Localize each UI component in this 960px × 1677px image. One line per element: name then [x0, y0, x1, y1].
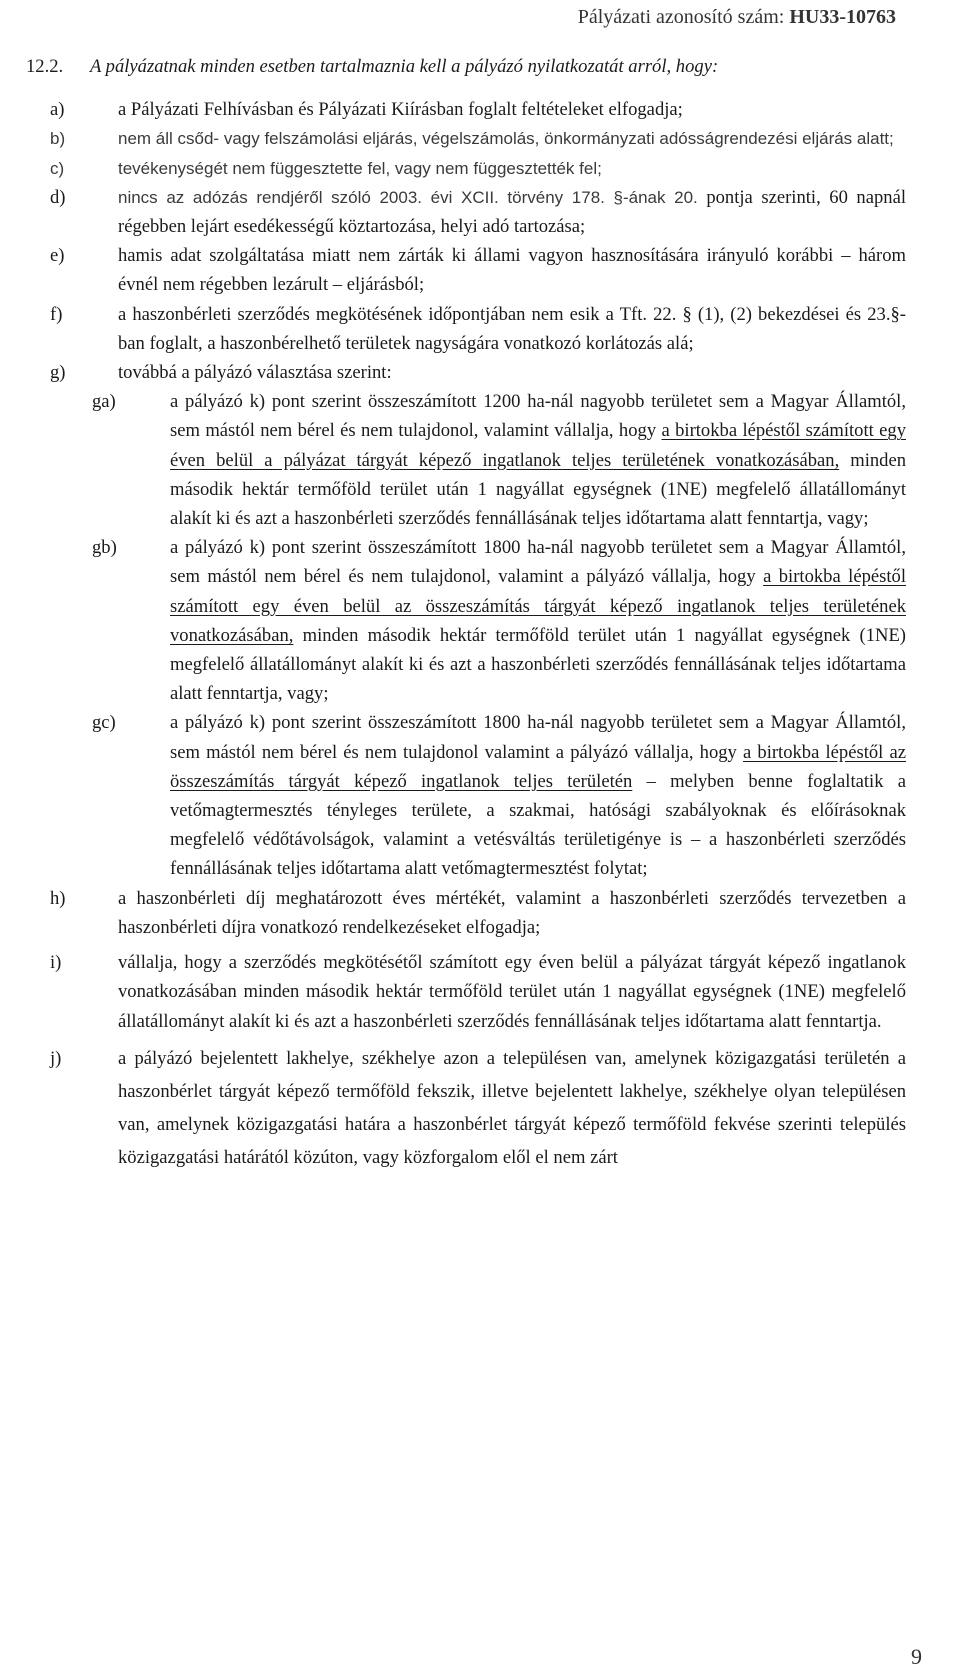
- item-text: a haszonbérleti díj meghatározott éves mértékét, valamint a haszonbérleti szerződés tervezetben a haszonbérleti díjra vonatkozó rendelkezéseket elfogadja;: [118, 887, 906, 938]
- list-item-e: [26, 241, 906, 299]
- sub-item-text-after: – melyben benne foglaltatik a vetőmagtermesztés tényleges területe, a szakmai, hatósági szabályoknak és előírásoknak megfelelő védőtávolságok, valamint a vetésváltás területigénye is – a haszonbérleti szerződés fennállásának teljes időtartama alatt vetőmagtermesztést folytat;: [170, 770, 906, 880]
- list-item-b: [26, 124, 906, 153]
- sub-item-marker: gb): [92, 537, 117, 559]
- sub-item-gc: [74, 708, 906, 883]
- sub-item-underlined: a birtokba lépéstől számított egy éven belül az összeszámítás tárgyát képező ingatlanok teljes területének vonatkozásában,: [170, 566, 906, 646]
- page-header: [578, 4, 896, 30]
- item-text-part2: pontja szerinti, 60 napnál régebben lejárt esedékességű köztartozása, helyi adó tartozása;: [118, 186, 906, 238]
- list-item-f: [26, 300, 906, 358]
- sub-item-marker: ga): [92, 391, 116, 413]
- list-item-h: [26, 884, 906, 942]
- declaration-list: [26, 95, 906, 387]
- item-marker: j): [50, 1047, 62, 1069]
- list-item-i: [26, 948, 906, 1036]
- header-label: Pályázati azonosító szám:: [577, 6, 785, 28]
- declaration-list-continued: [26, 884, 906, 1174]
- page-number: 9: [911, 1643, 922, 1669]
- sub-item-text-after: minden második hektár termőföld terület után 1 nagyállat egységnek (1NE) megfelelő állatállományt alakít ki és azt a haszonbérleti szerződés fennállásának teljes időtartama alatt fenntartja, vagy;: [170, 449, 907, 530]
- header-code: HU33-10763: [789, 6, 896, 28]
- sub-item-underlined: a birtokba lépéstől az összeszámítás tárgyát képező ingatlanok teljes területén: [170, 741, 906, 792]
- section-intro-text: A pályázatnak minden esetben tartalmaznia kell a pályázó nyilatkozatát arról, hogy:: [90, 56, 719, 77]
- list-item-d: [26, 183, 906, 241]
- item-text: nem áll csőd- vagy felszámolási eljárás, végelszámolás, önkormányzati adósságrendezési eljárás alatt;: [118, 129, 894, 149]
- sub-item-text: a pályázó k) pont szerint összeszámított 1200 ha-nál nagyobb területet sem a Magyar Államtól, sem mástól nem bérel és nem tulajdonol, valamint vállalja, hogy: [170, 391, 906, 442]
- sub-item-marker: gc): [92, 712, 116, 734]
- item-marker: h): [50, 887, 66, 909]
- item-marker: e): [50, 245, 65, 267]
- item-marker: a): [50, 99, 65, 121]
- sub-item-ga: [74, 387, 906, 533]
- document-body: [26, 52, 906, 1174]
- section-number: 12.2.: [26, 56, 64, 77]
- choice-sublist: [26, 387, 906, 883]
- item-marker: d): [50, 186, 66, 208]
- item-text: a haszonbérleti szerződés megkötésének időpontjában nem esik a Tft. 22. § (1), (2) bekezdései és 23.§-ban foglalt, a haszonbérelhető területek nagyságára vonatkozó korlátozás alá;: [118, 303, 906, 354]
- item-marker: i): [50, 952, 62, 974]
- item-text: a Pályázati Felhívásban és Pályázati Kiírásban foglalt feltételeket elfogadja;: [118, 99, 683, 121]
- item-marker: f): [50, 303, 63, 325]
- item-marker: g): [50, 362, 66, 384]
- section-intro: [26, 52, 906, 81]
- item-text: vállalja, hogy a szerződés megkötésétől számított egy éven belül a pályázat tárgyát képező ingatlanok vonatkozásában minden második hektár termőföld terület után 1 nagyállat egységnek (1NE) megfelelő állatállományt alakít ki és azt a haszonbérleti szerződés fennállásának teljes időtartama alatt fenntartja.: [118, 952, 906, 1032]
- item-marker: c): [50, 158, 65, 178]
- item-text: hamis adat szolgáltatása miatt nem zárták ki állami vagyon hasznosítására irányuló korábbi – három évnél nem régebben lezárult – eljárásból;: [118, 245, 906, 296]
- item-text-part1: nincs az adózás rendjéről szóló 2003. évi XCII. törvény 178. §-ának 20.: [118, 187, 698, 207]
- sub-item-text: a pályázó k) pont szerint összeszámított 1800 ha-nál nagyobb területet sem a Magyar Államtól, sem mástól nem bérel és nem tulajdonol, valamint a pályázó vállalja, hogy: [170, 537, 906, 588]
- list-item-g: [26, 358, 906, 387]
- list-item-a: [26, 95, 906, 124]
- list-item-j: [26, 1042, 906, 1174]
- list-item-c: [26, 154, 906, 183]
- sub-item-text: a pályázó k) pont szerint összeszámított 1800 ha-nál nagyobb területet sem a Magyar Államtól, sem mástól nem bérel és nem tulajdonol valamint a pályázó vállalja, hogy: [170, 712, 906, 763]
- sub-item-text-after: minden második hektár termőföld terület után 1 nagyállat egységnek (1NE) megfelelő állatállományt alakít ki és azt a haszonbérleti szerződés fennállásának teljes időtartama alatt fenntartja, vagy;: [170, 624, 906, 705]
- sub-item-gb: [74, 533, 906, 708]
- sub-item-underlined: a birtokba lépéstől számított egy éven belül a pályázat tárgyát képező ingatlanok teljes területének vonatkozásában,: [170, 420, 907, 471]
- item-text: a pályázó bejelentett lakhelye, székhelye azon a településen van, amelynek közigazgatási területén a haszonbérlet tárgyát képező termőföld fekszik, illetve bejelentett lakhelye, székhelye olyan településen van, amelynek közigazgatási határa a haszonbérlet tárgyát képező termőföld fekvése szerinti település közigazgatási határától közúton, vagy közforgalom elől el nem zárt: [118, 1047, 906, 1168]
- item-marker: b): [50, 129, 66, 149]
- item-text: tevékenységét nem függesztette fel, vagy nem függesztették fel;: [118, 158, 602, 178]
- item-text: továbbá a pályázó választása szerint:: [118, 362, 392, 384]
